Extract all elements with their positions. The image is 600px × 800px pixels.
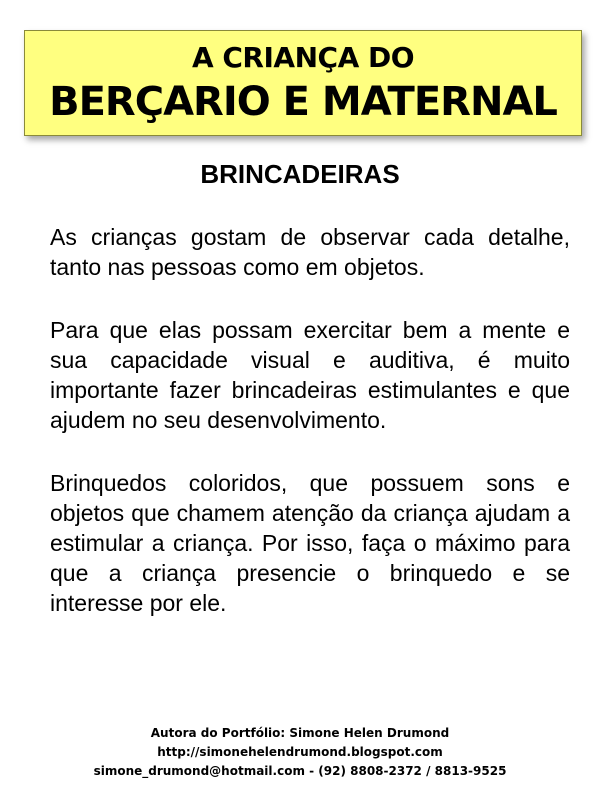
footer-contact: simone_drumond@hotmail.com - (92) 8808-2372 / 8813-9525 — [93, 764, 507, 778]
title-line-2: BERÇARIO E MATERNAL — [49, 79, 557, 125]
body-text — [50, 222, 570, 651]
section-heading: BRINCADEIRAS — [200, 159, 400, 189]
title-banner — [24, 30, 582, 136]
footer-blog-link: http://simonehelendrumond.blogspot.com — [157, 745, 443, 759]
footer-author: Autora do Portfólio: Simone Helen Drumond — [150, 726, 450, 740]
paragraph-2: Para que elas possam exercitar bem a mente e sua capacidade visual e auditiva, é muito importante fazer brincadeiras estimulantes e que ajudem no seu desenvolvimento. — [50, 317, 570, 433]
title-line-1: A CRIANÇA DO — [191, 41, 415, 74]
paragraph-3: Brinquedos coloridos, que possuem sons e objetos que chamem atenção da criança ajudam a estimular a criança. Por isso, faça o máximo para que a criança presencie o brinquedo e se interesse por ele. — [50, 470, 570, 616]
paragraph-1: As crianças gostam de observar cada detalhe, tanto nas pessoas como em objetos. — [50, 224, 570, 280]
footer — [0, 724, 600, 781]
